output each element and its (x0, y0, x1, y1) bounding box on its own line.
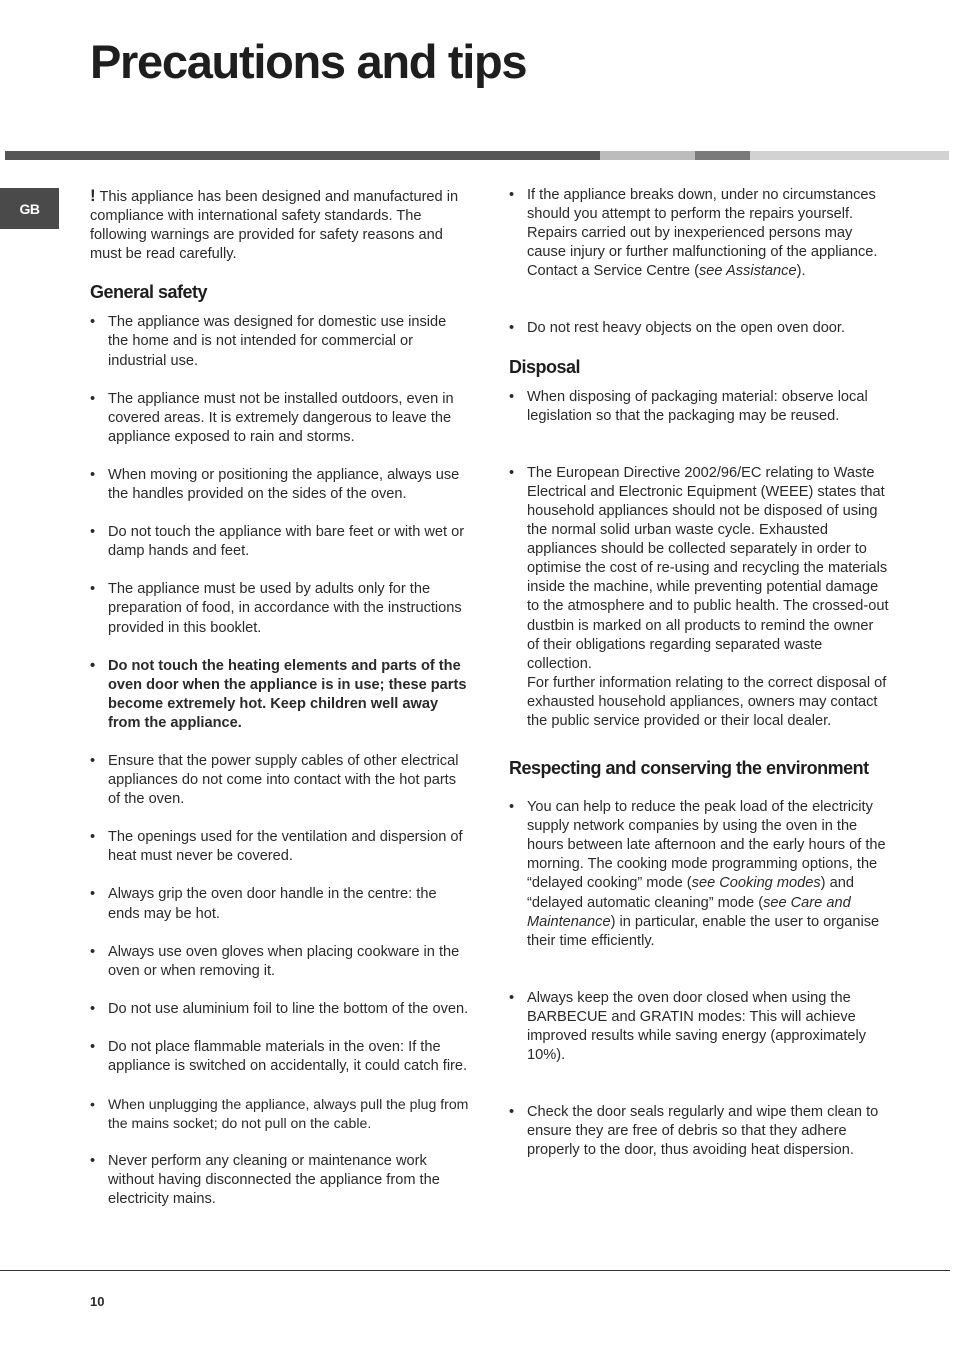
list-item: • The appliance must be used by adults only for the preparation of food, in accordance with the instructions provided in this booklet. (90, 580, 470, 637)
list-item: • The appliance must not be installed outdoors, even in covered areas. It is extremely dangerous to leave the appliance exposed to rain and storms. (90, 390, 470, 447)
general-safety-list-continued (509, 186, 889, 339)
list-item: • The appliance was designed for domestic use inside the home and is not intended for commercial or industrial use. (90, 313, 470, 370)
list-item-weee (509, 464, 889, 731)
list-item: • Always grip the oven door handle in the centre: the ends may be hot. (90, 885, 470, 923)
list-item-door-seals: • Check the door seals regularly and wipe them clean to ensure they are free of debris so that they adhere properly to the door, thus avoiding heat dispersion. (509, 1103, 889, 1160)
list-item: • The openings used for the ventilation and dispersion of heat must never be covered. (90, 828, 470, 866)
list-item-warning: • Do not touch the heating elements and parts of the oven door when the appliance is in use; these parts become extremely hot. Keep children well away from the appliance. (90, 657, 470, 733)
list-item-breakdown (509, 186, 889, 281)
list-item-heavy-objects: • Do not rest heavy objects on the open oven door. (509, 319, 889, 338)
peak-reference-1: see Cooking modes (691, 875, 821, 892)
page-number: 10 (90, 1294, 105, 1309)
peak-text-2: ) and “delayed automatic cleaning” mode ( (527, 875, 854, 911)
list-item: • Do not place flammable materials in the oven: If the appliance is switched on accidentally, it could catch fire. (90, 1038, 470, 1076)
list-item: • When unplugging the appliance, always pull the plug from the mains socket; do not pull on the cable. (90, 1095, 470, 1133)
language-tab: GB (0, 188, 59, 229)
list-item-door-closed: • Always keep the oven door closed when using the BARBECUE and GRATIN modes: This will achieve improved results while saving energy (approximately 10%). (509, 989, 889, 1065)
breakdown-reference: see Assistance (698, 263, 797, 280)
list-item: • Always use oven gloves when placing cookware in the oven or when removing it. (90, 943, 470, 981)
section-heading-environment: Respecting and conserving the environment (509, 758, 869, 779)
right-column (509, 186, 889, 1179)
warning-mark: ! (90, 186, 96, 205)
header-bar-dark (5, 151, 600, 160)
footer-rule (0, 1270, 950, 1271)
peak-text-3: ) in particular, enable the user to organise their time efficiently. (527, 913, 880, 949)
weee-more-text: For further information relating to the correct disposal of exhausted household appliances, owners may contact the public service provided or their local dealer. (527, 674, 887, 729)
section-heading-disposal: Disposal (509, 356, 581, 377)
header-bar-pale (750, 151, 949, 160)
list-item: • Do not use aluminium foil to line the bottom of the oven. (90, 1000, 470, 1019)
weee-text: The European Directive 2002/96/EC relating to Waste Electrical and Electronic Equipment (WEEE) states that household appliances should not be disposed of using the normal solid urban waste cycle. Exhausted appliances should be collected separately in order to optimise the cost of re-using and recycling the materials inside the machine, while preventing potential damage to the atmosphere and to public health. The crossed-out dustbin is marked on all products to remind the owner of their obligations regarding separated waste collection. (527, 464, 889, 672)
list-item-peak-load (509, 798, 889, 951)
intro-paragraph (90, 186, 470, 264)
list-item: • Do not touch the appliance with bare feet or with wet or damp hands and feet. (90, 523, 470, 561)
breakdown-text-end: ). (796, 263, 806, 280)
peak-reference-2: see Care and Maintenance (527, 894, 851, 930)
header-bar-light (600, 151, 695, 160)
list-item: • Ensure that the power supply cables of other electrical appliances do not come into contact with the hot parts of the oven. (90, 752, 470, 809)
list-item: • Never perform any cleaning or maintenance work without having disconnected the appliance from the electricity mains. (90, 1152, 470, 1209)
peak-text-1: You can help to reduce the peak load of the electricity supply network companies by using the oven in the hours between late afternoon and the early hours of the morning. The cooking mode programming options, the “delayed cooking” mode ( (527, 799, 886, 892)
page-title: Precautions and tips (90, 35, 527, 88)
intro-text: This appliance has been designed and manufactured in compliance with international safety standards. The following warnings are provided for safety reasons and must be read carefully. (90, 189, 459, 263)
section-heading-general-safety: General safety (90, 282, 208, 303)
environment-list (509, 798, 889, 1160)
list-item: • When moving or positioning the appliance, always use the handles provided on the sides of the oven. (90, 466, 470, 504)
list-item-packaging: • When disposing of packaging material: observe local legislation so that the packaging may be reused. (509, 388, 889, 426)
general-safety-list (90, 313, 470, 1209)
header-bar-mid (695, 151, 750, 160)
disposal-list (509, 388, 889, 732)
breakdown-text: If the appliance breaks down, under no circumstances should you attempt to perform the repairs yourself. Repairs carried out by inexperienced persons may cause injury or further malfunctioning of the appliance. Contact a Service Centre ( (527, 187, 878, 280)
left-column (90, 186, 470, 1229)
